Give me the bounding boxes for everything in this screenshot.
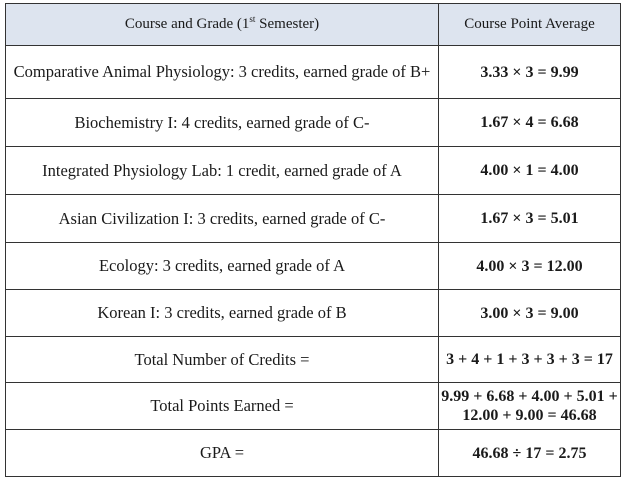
gpa-row bbox=[6, 430, 621, 477]
point-average-cell: 1.67 × 4 = 6.68 bbox=[439, 99, 621, 147]
total-points-label: Total Points Earned = bbox=[6, 383, 439, 430]
total-credits-value: 3 + 4 + 1 + 3 + 3 + 3 = 17 bbox=[439, 337, 621, 383]
point-average-cell: 3.33 × 3 = 9.99 bbox=[439, 46, 621, 99]
course-cell: Korean I: 3 credits, earned grade of B bbox=[6, 290, 439, 337]
course-cell: Biochemistry I: 4 credits, earned grade of C- bbox=[6, 99, 439, 147]
course-cell: Ecology: 3 credits, earned grade of A bbox=[6, 243, 439, 290]
point-average-cell: 1.67 × 3 = 5.01 bbox=[439, 195, 621, 243]
gpa-value: 46.68 ÷ 17 = 2.75 bbox=[439, 430, 621, 477]
gpa-table bbox=[5, 3, 621, 477]
total-points-value: 9.99 + 6.68 + 4.00 + 5.01 + 12.00 + 9.00 = 46.68 bbox=[439, 383, 621, 430]
header-course-point-average: Course Point Average bbox=[439, 4, 621, 46]
header-row bbox=[6, 4, 621, 46]
point-average-cell: 4.00 × 1 = 4.00 bbox=[439, 147, 621, 195]
table-row bbox=[6, 243, 621, 290]
table-row bbox=[6, 46, 621, 99]
point-average-cell: 4.00 × 3 = 12.00 bbox=[439, 243, 621, 290]
gpa-table-container bbox=[5, 3, 621, 477]
total-credits-label: Total Number of Credits = bbox=[6, 337, 439, 383]
gpa-label: GPA = bbox=[6, 430, 439, 477]
course-cell: Comparative Animal Physiology: 3 credits, earned grade of B+ bbox=[6, 46, 439, 99]
total-points-row bbox=[6, 383, 621, 430]
table-row bbox=[6, 290, 621, 337]
point-average-cell: 3.00 × 3 = 9.00 bbox=[439, 290, 621, 337]
table-row bbox=[6, 147, 621, 195]
table-row bbox=[6, 99, 621, 147]
table-row bbox=[6, 195, 621, 243]
course-cell: Asian Civilization I: 3 credits, earned grade of C- bbox=[6, 195, 439, 243]
course-cell: Integrated Physiology Lab: 1 credit, earned grade of A bbox=[6, 147, 439, 195]
total-credits-row bbox=[6, 337, 621, 383]
header-course-and-grade: Course and Grade (1st Semester) bbox=[6, 4, 439, 46]
